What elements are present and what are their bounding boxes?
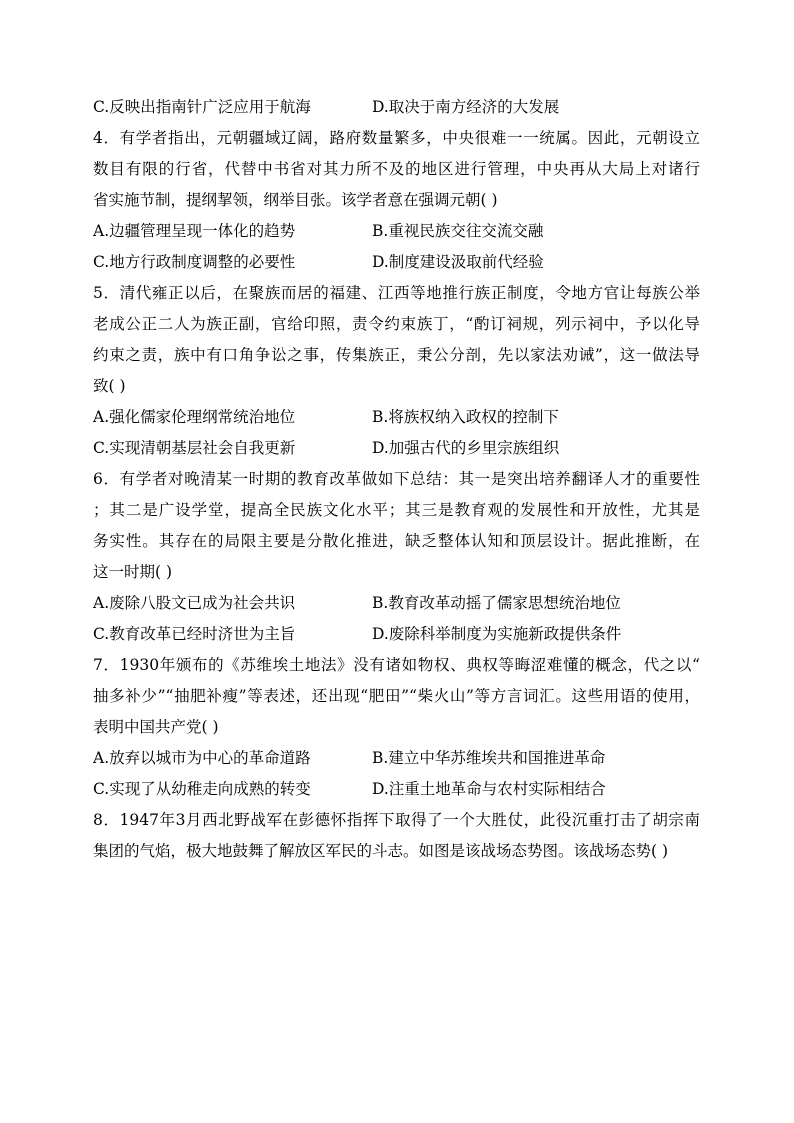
q4-option-b[interactable]: B.重视民族交往交流交融 <box>372 222 544 240</box>
question-5 <box>93 278 700 464</box>
q7-stem-line-1: 7．1930年颁布的《苏维埃土地法》没有诸如物权、典权等晦涩难懂的概念，代之以“ <box>93 656 700 674</box>
question-8 <box>93 805 700 867</box>
q6-options-row-1 <box>93 588 700 619</box>
q6-stem-line-1: 6．有学者对晚清某一时期的教育改革做如下总结：其一是突出培养翻译人才的重要性 <box>93 470 700 488</box>
q7-option-c[interactable]: C.实现了从幼稚走向成熟的转变 <box>93 780 311 798</box>
q5-stem-line-1: 5．清代雍正以后，在聚族而居的福建、江西等地推行族正制度，令地方官让每族公举 <box>93 284 700 302</box>
question-7 <box>93 650 700 805</box>
q7-option-a[interactable]: A.放弃以城市为中心的革命道路 <box>93 749 311 767</box>
q7-option-d[interactable]: D.注重土地革命与农村实际相结合 <box>372 780 606 798</box>
q6-stem-line-2: ；其二是广设学堂，提高全民族文化水平；其三是教育观的发展性和开放性，尤其是 <box>93 501 700 519</box>
q8-map-placeholder <box>93 880 700 1080</box>
q3-option-c[interactable]: C.反映出指南针广泛应用于航海 <box>93 98 311 116</box>
q6-options-row-2 <box>93 619 700 650</box>
question-list <box>93 92 700 867</box>
question-6 <box>93 464 700 650</box>
q5-stem-line-3: 约束之责，族中有口角争讼之事，传集族正，秉公分剖，先以家法劝诫”，这一做法导 <box>93 346 700 364</box>
q5-options-row-2 <box>93 433 700 464</box>
q4-option-c[interactable]: C.地方行政制度调整的必要性 <box>93 253 296 271</box>
q5-option-a[interactable]: A.强化儒家伦理纲常统治地位 <box>93 408 296 426</box>
q4-stem-line-1: 4．有学者指出，元朝疆域辽阔，路府数量繁多，中央很难一一统属。因此，元朝设立 <box>93 129 700 147</box>
q5-stem-line-4: 致( ) <box>93 377 126 395</box>
q5-option-d[interactable]: D.加强古代的乡里宗族组织 <box>372 439 560 457</box>
q6-stem-line-3: 务实性。其存在的局限主要是分散化推进，缺乏整体认知和顶层设计。据此推断，在 <box>93 532 700 550</box>
q4-stem-line-2: 数目有限的行省，代替中书省对其力所不及的地区进行管理，中央再从大局上对诸行 <box>93 160 700 178</box>
q4-stem-line-3: 省实施节制，提纲挈领，纲举目张。该学者意在强调元朝( ) <box>93 191 498 209</box>
q8-stem-line-2: 集团的气焰，极大地鼓舞了解放区军民的斗志。如图是该战场态势图。该战场态势( ) <box>93 842 669 860</box>
q6-option-a[interactable]: A.废除八股文已成为社会共识 <box>93 594 296 612</box>
q3-option-d[interactable]: D.取决于南方经济的大发展 <box>372 98 560 116</box>
q4-options-row-1 <box>93 216 700 247</box>
q4-options-row-2 <box>93 247 700 278</box>
q7-stem-line-3: 表明中国共产党( ) <box>93 718 219 736</box>
q6-option-d[interactable]: D.废除科举制度为实施新政提供条件 <box>372 625 622 643</box>
question-4 <box>93 123 700 278</box>
q8-stem-line-1: 8．1947年3月西北野战军在彭德怀指挥下取得了一个大胜仗，此役沉重打击了胡宗南 <box>93 811 700 829</box>
q7-options-row-2 <box>93 774 700 805</box>
q6-option-b[interactable]: B.教育改革动摇了儒家思想统治地位 <box>372 594 621 612</box>
q5-options-row-1 <box>93 402 700 433</box>
q6-option-c[interactable]: C.教育改革已经时济世为主旨 <box>93 625 296 643</box>
q5-stem-line-2: 老成公正二人为族正副，官给印照，责令约束族丁，“酌订祠规，列示祠中，予以化导 <box>93 315 700 333</box>
q6-stem-line-4: 这一时期( ) <box>93 563 173 581</box>
q7-options-row-1 <box>93 743 700 774</box>
q3-options-row-2 <box>93 92 700 123</box>
q5-option-c[interactable]: C.实现清朝基层社会自我更新 <box>93 439 296 457</box>
q4-option-d[interactable]: D.制度建设汲取前代经验 <box>372 253 544 271</box>
q5-option-b[interactable]: B.将族权纳入政权的控制下 <box>372 408 559 426</box>
q7-option-b[interactable]: B.建立中华苏维埃共和国推进革命 <box>372 749 606 767</box>
q4-option-a[interactable]: A.边疆管理呈现一体化的趋势 <box>93 222 296 240</box>
q7-stem-line-2: 抽多补少”“抽肥补瘦”等表述，还出现“肥田”“柴火山”等方言词汇。这些用语的使用， <box>93 687 700 705</box>
